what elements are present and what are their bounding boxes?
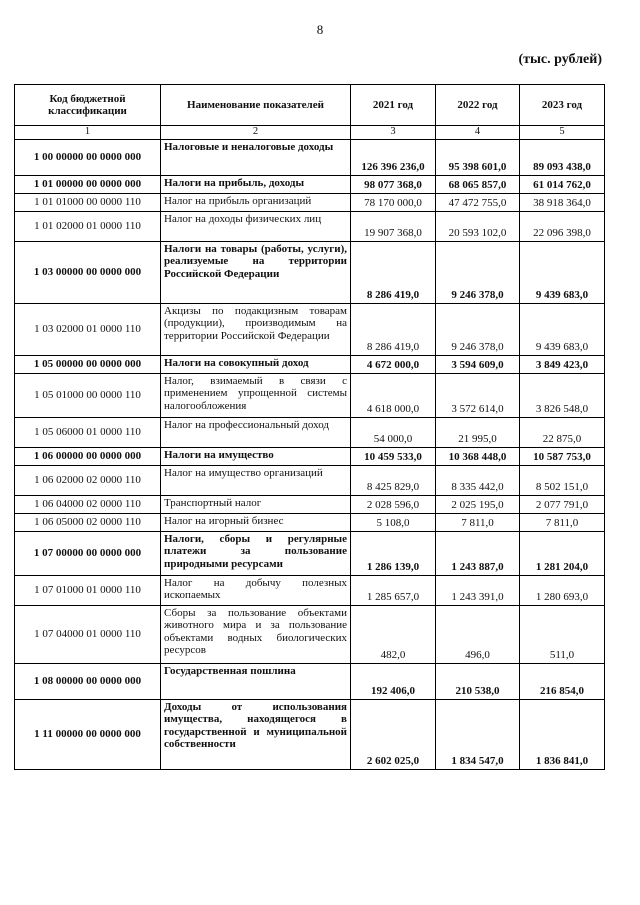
value-2023: 216 854,0 [520, 663, 605, 699]
row-name: Налоги на имущество [161, 447, 351, 465]
table-row [15, 303, 605, 355]
value-2021: 5 108,0 [351, 513, 436, 531]
table-row [15, 575, 605, 605]
value-2022: 68 065 857,0 [436, 175, 520, 193]
value-2023: 8 502 151,0 [520, 465, 605, 495]
row-code: 1 06 02000 02 0000 110 [15, 465, 161, 495]
budget-table [14, 84, 605, 770]
table-row [15, 447, 605, 465]
value-2022: 3 572 614,0 [436, 373, 520, 417]
row-name: Налоги на прибыль, доходы [161, 175, 351, 193]
value-2022: 3 594 609,0 [436, 355, 520, 373]
value-2021: 10 459 533,0 [351, 447, 436, 465]
row-name: Налоги на товары (работы, услуги), реализуемые на территории Российской Федерации [161, 241, 351, 303]
table-row [15, 139, 605, 175]
value-2023: 38 918 364,0 [520, 193, 605, 211]
value-2023: 3 849 423,0 [520, 355, 605, 373]
value-2022: 1 834 547,0 [436, 699, 520, 769]
row-name: Налог на доходы физических лиц [161, 211, 351, 241]
row-name: Налог на игорный бизнес [161, 513, 351, 531]
value-2021: 54 000,0 [351, 417, 436, 447]
header-2022: 2022 год [436, 85, 520, 126]
table-row [15, 417, 605, 447]
value-2021: 4 618 000,0 [351, 373, 436, 417]
value-2023: 10 587 753,0 [520, 447, 605, 465]
table-row [15, 373, 605, 417]
value-2023: 1 280 693,0 [520, 575, 605, 605]
value-2023: 22 096 398,0 [520, 211, 605, 241]
table-row [15, 699, 605, 769]
value-2021: 126 396 236,0 [351, 139, 436, 175]
header-code: Код бюджетной классификации [15, 85, 161, 126]
row-name: Транспортный налог [161, 495, 351, 513]
row-code: 1 05 00000 00 0000 000 [15, 355, 161, 373]
table-row [15, 513, 605, 531]
table-row [15, 605, 605, 663]
row-code: 1 07 04000 01 0000 110 [15, 605, 161, 663]
row-code: 1 06 00000 00 0000 000 [15, 447, 161, 465]
value-2023: 22 875,0 [520, 417, 605, 447]
value-2023: 3 826 548,0 [520, 373, 605, 417]
value-2021: 78 170 000,0 [351, 193, 436, 211]
value-2021: 8 286 419,0 [351, 241, 436, 303]
table-body [15, 139, 605, 769]
row-code: 1 03 02000 01 0000 110 [15, 303, 161, 355]
row-code: 1 00 00000 00 0000 000 [15, 139, 161, 175]
value-2022: 9 246 378,0 [436, 241, 520, 303]
row-name: Налоги на совокупный доход [161, 355, 351, 373]
value-2021: 98 077 368,0 [351, 175, 436, 193]
value-2022: 21 995,0 [436, 417, 520, 447]
column-number-row [15, 126, 605, 140]
value-2023: 61 014 762,0 [520, 175, 605, 193]
table-row [15, 531, 605, 575]
value-2021: 8 425 829,0 [351, 465, 436, 495]
page-number: 8 [316, 22, 324, 37]
value-2021: 8 286 419,0 [351, 303, 436, 355]
table-row [15, 211, 605, 241]
value-2023: 1 281 204,0 [520, 531, 605, 575]
column-number: 1 [15, 126, 161, 140]
value-2021: 19 907 368,0 [351, 211, 436, 241]
value-2022: 7 811,0 [436, 513, 520, 531]
value-2022: 9 246 378,0 [436, 303, 520, 355]
table-row [15, 175, 605, 193]
row-name: Налог на добычу полезных ископаемых [161, 575, 351, 605]
value-2023: 2 077 791,0 [520, 495, 605, 513]
row-code: 1 08 00000 00 0000 000 [15, 663, 161, 699]
row-code: 1 01 02000 01 0000 110 [15, 211, 161, 241]
value-2022: 10 368 448,0 [436, 447, 520, 465]
table-row [15, 465, 605, 495]
value-2021: 1 285 657,0 [351, 575, 436, 605]
value-2022: 1 243 391,0 [436, 575, 520, 605]
row-name: Налог на имущество организаций [161, 465, 351, 495]
value-2021: 2 602 025,0 [351, 699, 436, 769]
row-code: 1 07 00000 00 0000 000 [15, 531, 161, 575]
row-name: Доходы от использования имущества, находящегося в государственной и муниципальной собственности [161, 699, 351, 769]
value-2022: 496,0 [436, 605, 520, 663]
value-2022: 95 398 601,0 [436, 139, 520, 175]
row-name: Налог на прибыль организаций [161, 193, 351, 211]
units-label: (тыс. рублей) [518, 52, 602, 67]
header-row [15, 85, 605, 126]
column-number: 4 [436, 126, 520, 140]
value-2022: 8 335 442,0 [436, 465, 520, 495]
row-name: Налоги, сборы и регулярные платежи за пользование природными ресурсами [161, 531, 351, 575]
row-code: 1 06 05000 02 0000 110 [15, 513, 161, 531]
value-2021: 482,0 [351, 605, 436, 663]
value-2023: 9 439 683,0 [520, 303, 605, 355]
column-number: 5 [520, 126, 605, 140]
table-row [15, 663, 605, 699]
row-code: 1 01 00000 00 0000 000 [15, 175, 161, 193]
row-code: 1 05 01000 00 0000 110 [15, 373, 161, 417]
header-name: Наименование показателей [161, 85, 351, 126]
value-2021: 4 672 000,0 [351, 355, 436, 373]
row-code: 1 07 01000 01 0000 110 [15, 575, 161, 605]
value-2022: 2 025 195,0 [436, 495, 520, 513]
header-2021: 2021 год [351, 85, 436, 126]
value-2021: 2 028 596,0 [351, 495, 436, 513]
row-code: 1 11 00000 00 0000 000 [15, 699, 161, 769]
header-2023: 2023 год [520, 85, 605, 126]
table-row [15, 241, 605, 303]
value-2022: 47 472 755,0 [436, 193, 520, 211]
value-2021: 192 406,0 [351, 663, 436, 699]
row-name: Сборы за пользование объектами животного мира и за пользование объектами водных биологических ресурсов [161, 605, 351, 663]
value-2023: 7 811,0 [520, 513, 605, 531]
table-row [15, 193, 605, 211]
value-2021: 1 286 139,0 [351, 531, 436, 575]
table-row [15, 355, 605, 373]
value-2023: 89 093 438,0 [520, 139, 605, 175]
row-name: Акцизы по подакцизным товарам (продукции), производимым на территории Российской Федерации [161, 303, 351, 355]
row-name: Налог на профессиональный доход [161, 417, 351, 447]
value-2022: 20 593 102,0 [436, 211, 520, 241]
value-2023: 9 439 683,0 [520, 241, 605, 303]
value-2022: 1 243 887,0 [436, 531, 520, 575]
row-name: Налог, взимаемый в связи с применением упрощенной системы налогообложения [161, 373, 351, 417]
row-name: Государственная пошлина [161, 663, 351, 699]
value-2023: 511,0 [520, 605, 605, 663]
table-row [15, 495, 605, 513]
value-2022: 210 538,0 [436, 663, 520, 699]
column-number: 3 [351, 126, 436, 140]
row-code: 1 05 06000 01 0000 110 [15, 417, 161, 447]
value-2023: 1 836 841,0 [520, 699, 605, 769]
row-code: 1 03 00000 00 0000 000 [15, 241, 161, 303]
row-code: 1 06 04000 02 0000 110 [15, 495, 161, 513]
row-name: Налоговые и неналоговые доходы [161, 139, 351, 175]
row-code: 1 01 01000 00 0000 110 [15, 193, 161, 211]
column-number: 2 [161, 126, 351, 140]
